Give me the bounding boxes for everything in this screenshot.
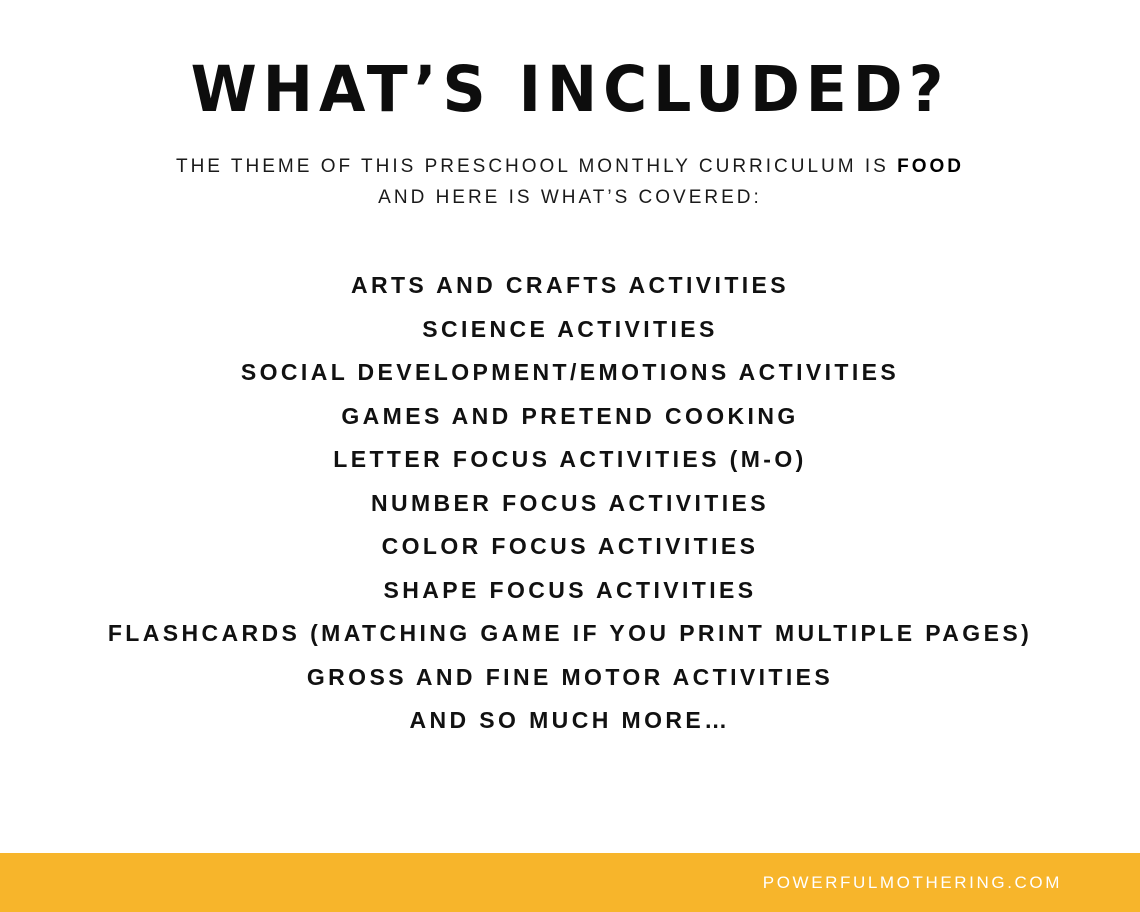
list-item: LETTER FOCUS ACTIVITIES (M-O) bbox=[333, 446, 807, 472]
included-list bbox=[0, 264, 1140, 743]
page-title: WHAT’S INCLUDED? bbox=[190, 53, 950, 127]
list-item: GAMES AND PRETEND COOKING bbox=[341, 402, 799, 429]
list-item: NUMBER FOCUS ACTIVITIES bbox=[370, 489, 770, 516]
footer-bar bbox=[0, 853, 1140, 912]
footer-url: POWERFULMOTHERING.COM bbox=[762, 873, 1062, 892]
list-item: GROSS AND FINE MOTOR ACTIVITIES bbox=[306, 663, 834, 690]
subtitle-prefix: THE THEME OF THIS PRESCHOOL MONTHLY CURRICULUM IS bbox=[175, 156, 898, 177]
theme-emphasis: FOOD bbox=[897, 156, 964, 177]
list-item: SHAPE FOCUS ACTIVITIES bbox=[383, 576, 757, 603]
list-item: AND SO MUCH MORE… bbox=[409, 707, 731, 733]
list-item: COLOR FOCUS ACTIVITIES bbox=[381, 533, 759, 559]
subtitle-line-1 bbox=[0, 151, 1140, 182]
list-item: FLASHCARDS (MATCHING GAME IF YOU PRINT MULTIPLE PAGES) bbox=[107, 620, 1033, 646]
list-item: SCIENCE ACTIVITIES bbox=[422, 315, 718, 342]
subtitle-line-2: AND HERE IS WHAT’S COVERED: bbox=[378, 187, 762, 208]
list-item: ARTS AND CRAFTS ACTIVITIES bbox=[350, 272, 790, 298]
subtitle bbox=[0, 151, 1140, 213]
list-item: SOCIAL DEVELOPMENT/EMOTIONS ACTIVITIES bbox=[240, 359, 900, 385]
